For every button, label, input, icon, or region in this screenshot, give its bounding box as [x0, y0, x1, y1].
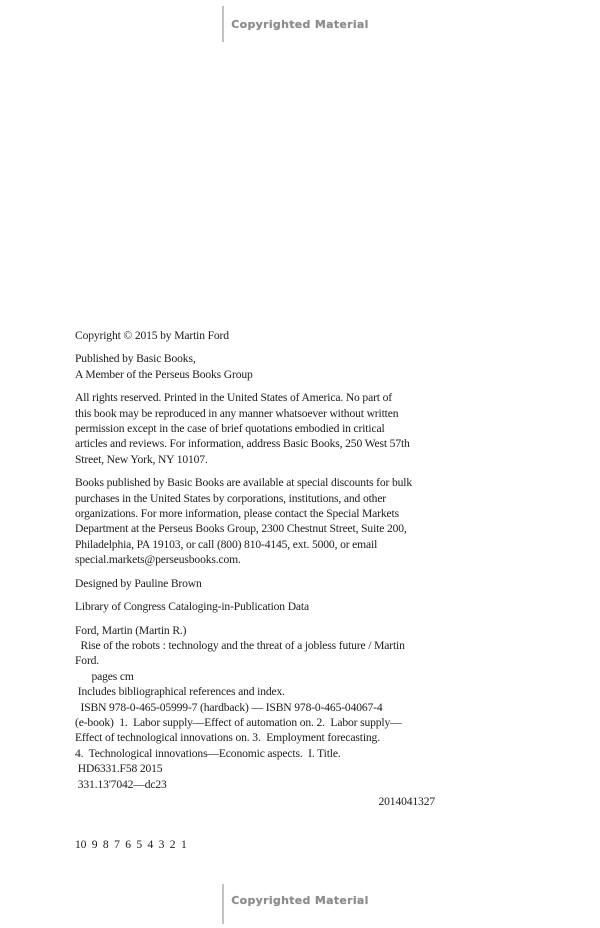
copyrighted-material-banner-top: Copyrighted Material	[231, 18, 369, 31]
copyrighted-material-banner-bottom: Copyrighted Material	[231, 894, 369, 907]
text-line: HD6331.F58 2015	[75, 762, 163, 776]
text-block	[75, 328, 435, 853]
paragraph-copyright-notice	[75, 328, 435, 343]
text-line: Ford.	[75, 654, 100, 668]
paragraph-rights-statement	[75, 390, 435, 467]
text-line: Street, New York, NY 10107.	[75, 452, 208, 466]
text-line: Designed by Pauline Brown	[75, 576, 202, 590]
text-line: pages cm	[75, 669, 134, 683]
text-line: special.markets@perseusbooks.com.	[75, 553, 241, 567]
text-line: purchases in the United States by corporations, institutions, and other	[75, 491, 387, 505]
text-line: 331.13'7042—dc23	[75, 777, 167, 791]
paragraph-publisher	[75, 351, 435, 382]
text-line: Copyright © 2015 by Martin Ford	[75, 329, 229, 342]
text-line: 10 9 8 7 6 5 4 3 2 1	[75, 838, 187, 852]
text-line: Library of Congress Cataloging-in-Publication Data	[75, 600, 309, 614]
text-line: All rights reserved. Printed in the United States of America. No part of	[75, 391, 392, 405]
paragraph-special-markets	[75, 475, 435, 567]
text-line: (e-book) 1. Labor supply—Effect of automation on. 2. Labor supply—	[75, 715, 402, 729]
text-line: Philadelphia, PA 19103, or call (800) 810-4145, ext. 5000, or email	[75, 537, 378, 551]
text-line: articles and reviews. For information, address Basic Books, 250 West 57th	[75, 437, 410, 451]
text-line: ISBN 978-0-465-05999-7 (hardback) — ISBN 978-0-465-04067-4	[75, 700, 383, 714]
text-line: Includes bibliographical references and index.	[75, 685, 285, 699]
paragraph-cip-block	[75, 623, 435, 792]
paragraph-lccn	[75, 794, 435, 809]
text-line: Department at the Perseus Books Group, 2300 Chestnut Street, Suite 200,	[75, 522, 407, 536]
text-line: Ford, Martin (Martin R.)	[75, 623, 187, 637]
paragraph-printers-key	[75, 837, 435, 852]
text-line: 4. Technological innovations—Economic aspects. I. Title.	[75, 746, 341, 760]
text-line: organizations. For more information, please contact the Special Markets	[75, 507, 399, 521]
text-line: Published by Basic Books,	[75, 352, 196, 366]
text-line: Effect of technological innovations on. 3. Employment forecasting.	[75, 731, 380, 745]
text-line: 2014041327	[378, 794, 435, 808]
text-line: Books published by Basic Books are available at special discounts for bulk	[75, 476, 412, 490]
text-line: A Member of the Perseus Books Group	[75, 367, 253, 381]
text-line: Rise of the robots : technology and the threat of a jobless future / Martin	[75, 638, 405, 652]
paragraph-designer-credit	[75, 576, 435, 591]
text-line: this book may be reproduced in any manner whatsoever without written	[75, 406, 399, 420]
paragraph-loc-heading	[75, 599, 435, 614]
text-line: permission except in the case of brief quotations embodied in critical	[75, 422, 385, 436]
